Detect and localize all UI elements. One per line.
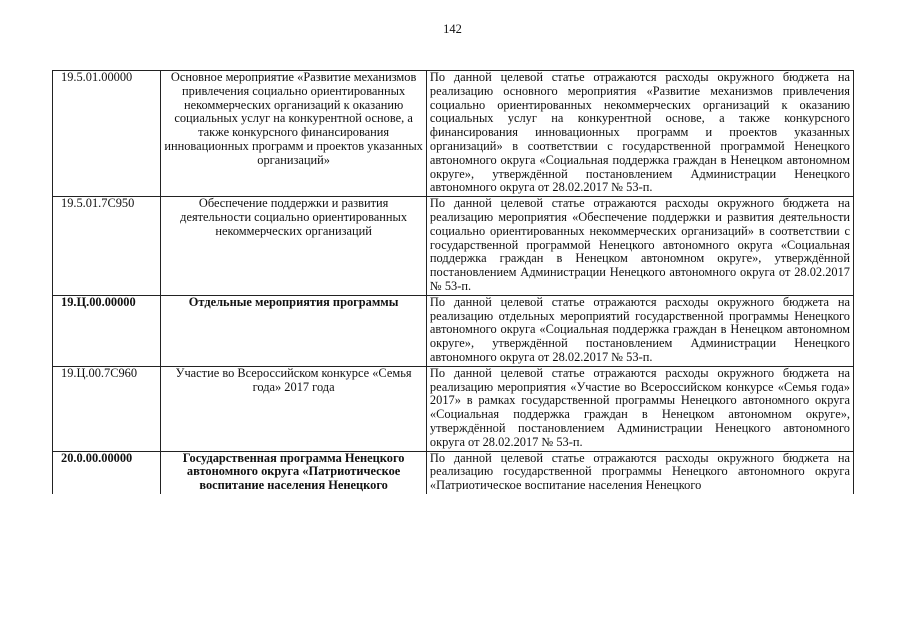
- table-row: [53, 366, 854, 451]
- target-article-code: 19.Ц.00.00000: [53, 295, 161, 366]
- target-article-code: 19.Ц.00.7С960: [53, 366, 161, 451]
- target-article-description: По данной целевой статье отражаются расходы окружного бюджета на реализацию мероприятия «Обеспечение поддержки и развития деятельности социально ориентированных некоммерческих организаций» в соответствии с государственной программой Ненецкого автономного округа «Социальная поддержка граждан в Ненецком автономном округе», утверждённой постановлением Администрации Ненецкого автономного округа от 28.02.2017 № 53-п.: [426, 197, 853, 296]
- table-row: [53, 295, 854, 366]
- target-article-description: По данной целевой статье отражаются расходы окружного бюджета на реализацию отдельных мероприятий государственной программы Ненецкого автономного округа «Социальная поддержка граждан в Ненецком автономном округе», утверждённой постановлением Администрации Ненецкого автономного округа от 28.02.2017 № 53-п.: [426, 295, 853, 366]
- table-row: [53, 71, 854, 197]
- target-article-name: Государственная программа Ненецкого автономного округа «Патриотическое воспитание населения Ненецкого: [161, 451, 427, 494]
- budget-classification-table: [52, 70, 854, 494]
- target-article-description: По данной целевой статье отражаются расходы окружного бюджета на реализацию государственной программы Ненецкого автономного округа «Патриотическое воспитание населения Ненецкого: [426, 451, 853, 494]
- target-article-name: Основное мероприятие «Развитие механизмов привлечения социально ориентированных некоммерческих организаций к оказанию социальных услуг на конкурентной основе, а также конкурсного финансирования инновационных программ и проектов указанных организаций»: [161, 71, 427, 197]
- target-article-description: По данной целевой статье отражаются расходы окружного бюджета на реализацию мероприятия «Участие во Всероссийском конкурсе «Семья года» 2017» в рамках государственной программы Ненецкого автономного округа «Социальная поддержка граждан в Ненецком автономном округе», утверждённой постановлением Администрации Ненецкого автономного округа от 28.02.2017 № 53-п.: [426, 366, 853, 451]
- page-number: 142: [443, 22, 462, 36]
- target-article-description: По данной целевой статье отражаются расходы окружного бюджета на реализацию основного мероприятия «Развитие механизмов привлечения социально ориентированных некоммерческих организаций к оказанию социальных услуг на конкурентной основе, а также конкурсного финансирования инновационных программ и проектов указанных организаций» в соответствии с государственной программой Ненецкого автономного округа «Социальная поддержка граждан в Ненецком автономном округе», утверждённой постановлением Администрации Ненецкого автономного округа от 28.02.2017 № 53-п.: [426, 71, 853, 197]
- table-row: [53, 197, 854, 296]
- target-article-name: Отдельные мероприятия программы: [161, 295, 427, 366]
- target-article-name: Обеспечение поддержки и развития деятельности социально ориентированных некоммерческих организаций: [161, 197, 427, 296]
- target-article-code: 20.0.00.00000: [53, 451, 161, 494]
- target-article-code: 19.5.01.00000: [53, 71, 161, 197]
- table-row: [53, 451, 854, 494]
- target-article-name: Участие во Всероссийском конкурсе «Семья года» 2017 года: [161, 366, 427, 451]
- target-article-code: 19.5.01.7С950: [53, 197, 161, 296]
